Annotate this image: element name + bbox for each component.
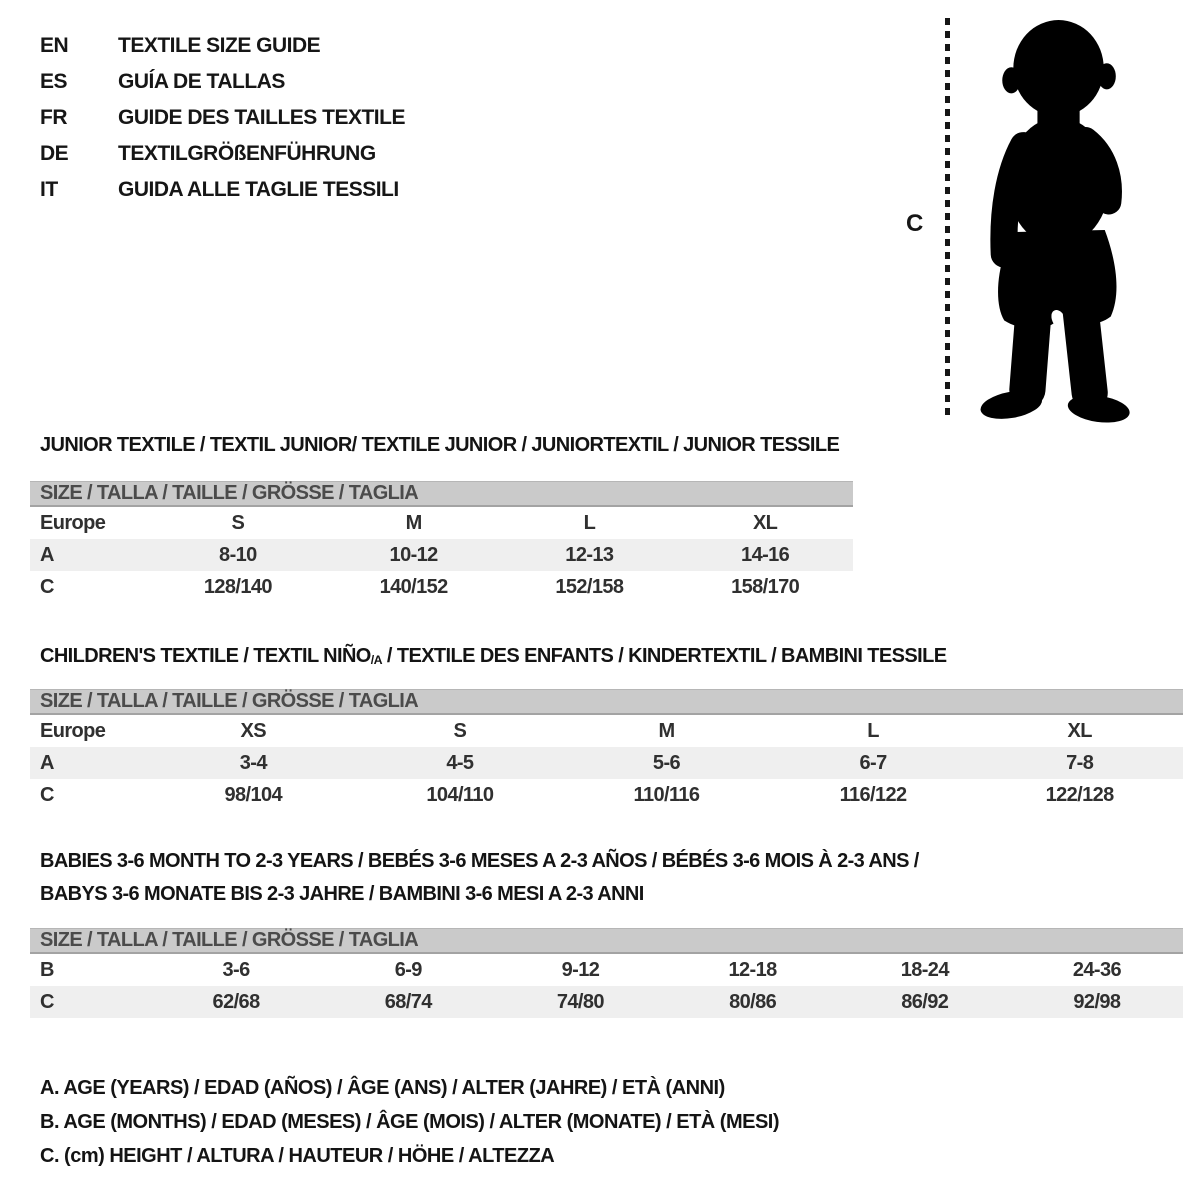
size-header-band: SIZE / TALLA / TAILLE / GRÖSSE / TAGLIA: [30, 928, 1183, 954]
section-title-line: [40, 845, 919, 878]
title-segment: / TEXTILE DES ENFANTS / KINDERTEXTIL / BAMBINI TESSILE: [381, 645, 947, 667]
section-title-line: [40, 429, 839, 462]
language-code: IT: [40, 178, 58, 201]
table-cell: 68/74: [384, 990, 432, 1013]
table-cell: XL: [1067, 719, 1092, 742]
language-title: TEXTILE SIZE GUIDE: [118, 34, 321, 57]
table-cell: 14-16: [741, 543, 790, 566]
size-table-babies: [30, 928, 1183, 1018]
table-cell: 12-13: [565, 543, 614, 566]
table-cell: 7-8: [1066, 751, 1094, 774]
table-row: [30, 779, 1183, 811]
language-row: [40, 136, 405, 172]
language-title: GUIDA ALLE TAGLIE TESSILI: [118, 178, 399, 201]
table-cell: 122/128: [1045, 783, 1114, 806]
language-title: GUÍA DE TALLAS: [118, 70, 285, 93]
table-cell: L: [583, 511, 596, 534]
legend-line: A. AGE (YEARS) / EDAD (AÑOS) / ÂGE (ANS) / ALTER (JAHRE) / ETÀ (ANNI): [40, 1077, 725, 1099]
table-cell: 158/170: [731, 575, 800, 598]
table-cell: 4-5: [446, 751, 474, 774]
table-cell: 24-36: [1072, 958, 1122, 981]
size-table-junior: [30, 481, 853, 603]
table-rows: [30, 715, 1183, 811]
section-title-babies: [40, 845, 919, 911]
title-segment: BABIES 3-6 MONTH TO 2-3 YEARS / BEBÉS 3-6 MESES A 2-3 AÑOS / BÉBÉS 3-6 MOIS À 2-3 ANS /: [40, 850, 919, 872]
table-cell: S: [453, 719, 467, 742]
table-cell: 74/80: [556, 990, 604, 1013]
table-row: [30, 986, 1183, 1018]
size-header-band: SIZE / TALLA / TAILLE / GRÖSSE / TAGLIA: [30, 481, 853, 507]
table-cell: 18-24: [900, 958, 949, 981]
language-title: GUIDE DES TAILLES TEXTILE: [118, 106, 405, 129]
legend: [40, 1071, 779, 1173]
row-label: Europe: [40, 511, 106, 534]
table-cell: 12-18: [728, 958, 777, 981]
language-code: FR: [40, 106, 67, 129]
table-cell: 3-6: [222, 958, 250, 981]
table-cell: 8-10: [219, 543, 257, 566]
table-cell: XL: [752, 511, 778, 534]
section-title-children: [40, 640, 946, 675]
size-table-children: [30, 689, 1183, 811]
title-segment: CHILDREN'S TEXTILE / TEXTIL NIÑO: [40, 645, 371, 667]
row-label: A: [40, 751, 54, 774]
language-code: EN: [40, 34, 69, 57]
table-cell: M: [405, 511, 422, 534]
table-row: [30, 715, 1183, 747]
table-cell: 152/158: [555, 575, 624, 598]
table-cell: 10-12: [389, 543, 438, 566]
table-cell: 3-4: [239, 751, 267, 774]
section-title-line: [40, 640, 946, 675]
language-row: [40, 100, 405, 136]
row-label: Europe: [40, 719, 106, 742]
size-header-band: SIZE / TALLA / TAILLE / GRÖSSE / TAGLIA: [30, 689, 1183, 715]
table-cell: 116/122: [839, 783, 907, 806]
language-row: [40, 64, 405, 100]
height-measure-label: C: [906, 210, 924, 237]
section-title-junior: [40, 429, 839, 462]
language-code: DE: [40, 142, 69, 165]
table-cell: 6-7: [859, 751, 887, 774]
table-rows: [30, 954, 1183, 1018]
legend-line: B. AGE (MONTHS) / EDAD (MESES) / ÂGE (MOIS) / ALTER (MONATE) / ETÀ (MESI): [40, 1111, 780, 1133]
table-row: [30, 747, 1183, 779]
table-cell: 9-12: [561, 958, 600, 981]
height-dashed-line: [945, 18, 950, 418]
table-row: [30, 571, 853, 603]
row-label: C: [40, 575, 54, 598]
table-cell: 5-6: [652, 751, 681, 774]
language-row: [40, 172, 405, 208]
title-segment: BABYS 3-6 MONATE BIS 2-3 JAHRE / BAMBINI 3-6 MESI A 2-3 ANNI: [40, 883, 644, 905]
section-title-line: [40, 878, 919, 911]
language-row: [40, 28, 405, 64]
toddler-silhouette-icon: [962, 13, 1140, 427]
language-list: [40, 28, 405, 208]
legend-line: C. (cm) HEIGHT / ALTURA / HAUTEUR / HÖHE / ALTEZZA: [40, 1145, 555, 1167]
table-rows: [30, 507, 853, 603]
row-label: A: [40, 543, 54, 566]
table-cell: XS: [240, 719, 267, 742]
table-cell: 140/152: [379, 575, 448, 598]
table-cell: 128/140: [203, 575, 272, 598]
table-cell: 92/98: [1073, 990, 1121, 1013]
table-cell: 86/92: [901, 990, 949, 1013]
title-segment: /A: [370, 653, 382, 668]
language-code: ES: [40, 70, 68, 93]
table-cell: M: [658, 719, 675, 742]
table-cell: S: [231, 511, 245, 534]
table-cell: 62/68: [212, 990, 260, 1013]
language-title: TEXTILGRÖßENFÜHRUNG: [118, 142, 376, 165]
table-cell: 110/116: [633, 783, 700, 806]
table-row: [30, 539, 853, 571]
table-cell: 6-9: [394, 958, 422, 981]
table-row: [30, 954, 1183, 986]
row-label: C: [40, 783, 54, 806]
row-label: B: [40, 958, 54, 981]
table-cell: 80/86: [729, 990, 777, 1013]
table-cell: L: [867, 719, 879, 742]
row-label: C: [40, 990, 54, 1013]
title-segment: JUNIOR TEXTILE / TEXTIL JUNIOR/ TEXTILE JUNIOR / JUNIORTEXTIL / JUNIOR TESSILE: [40, 434, 840, 456]
table-cell: 104/110: [426, 783, 494, 806]
table-row: [30, 507, 853, 539]
table-cell: 98/104: [224, 783, 283, 806]
